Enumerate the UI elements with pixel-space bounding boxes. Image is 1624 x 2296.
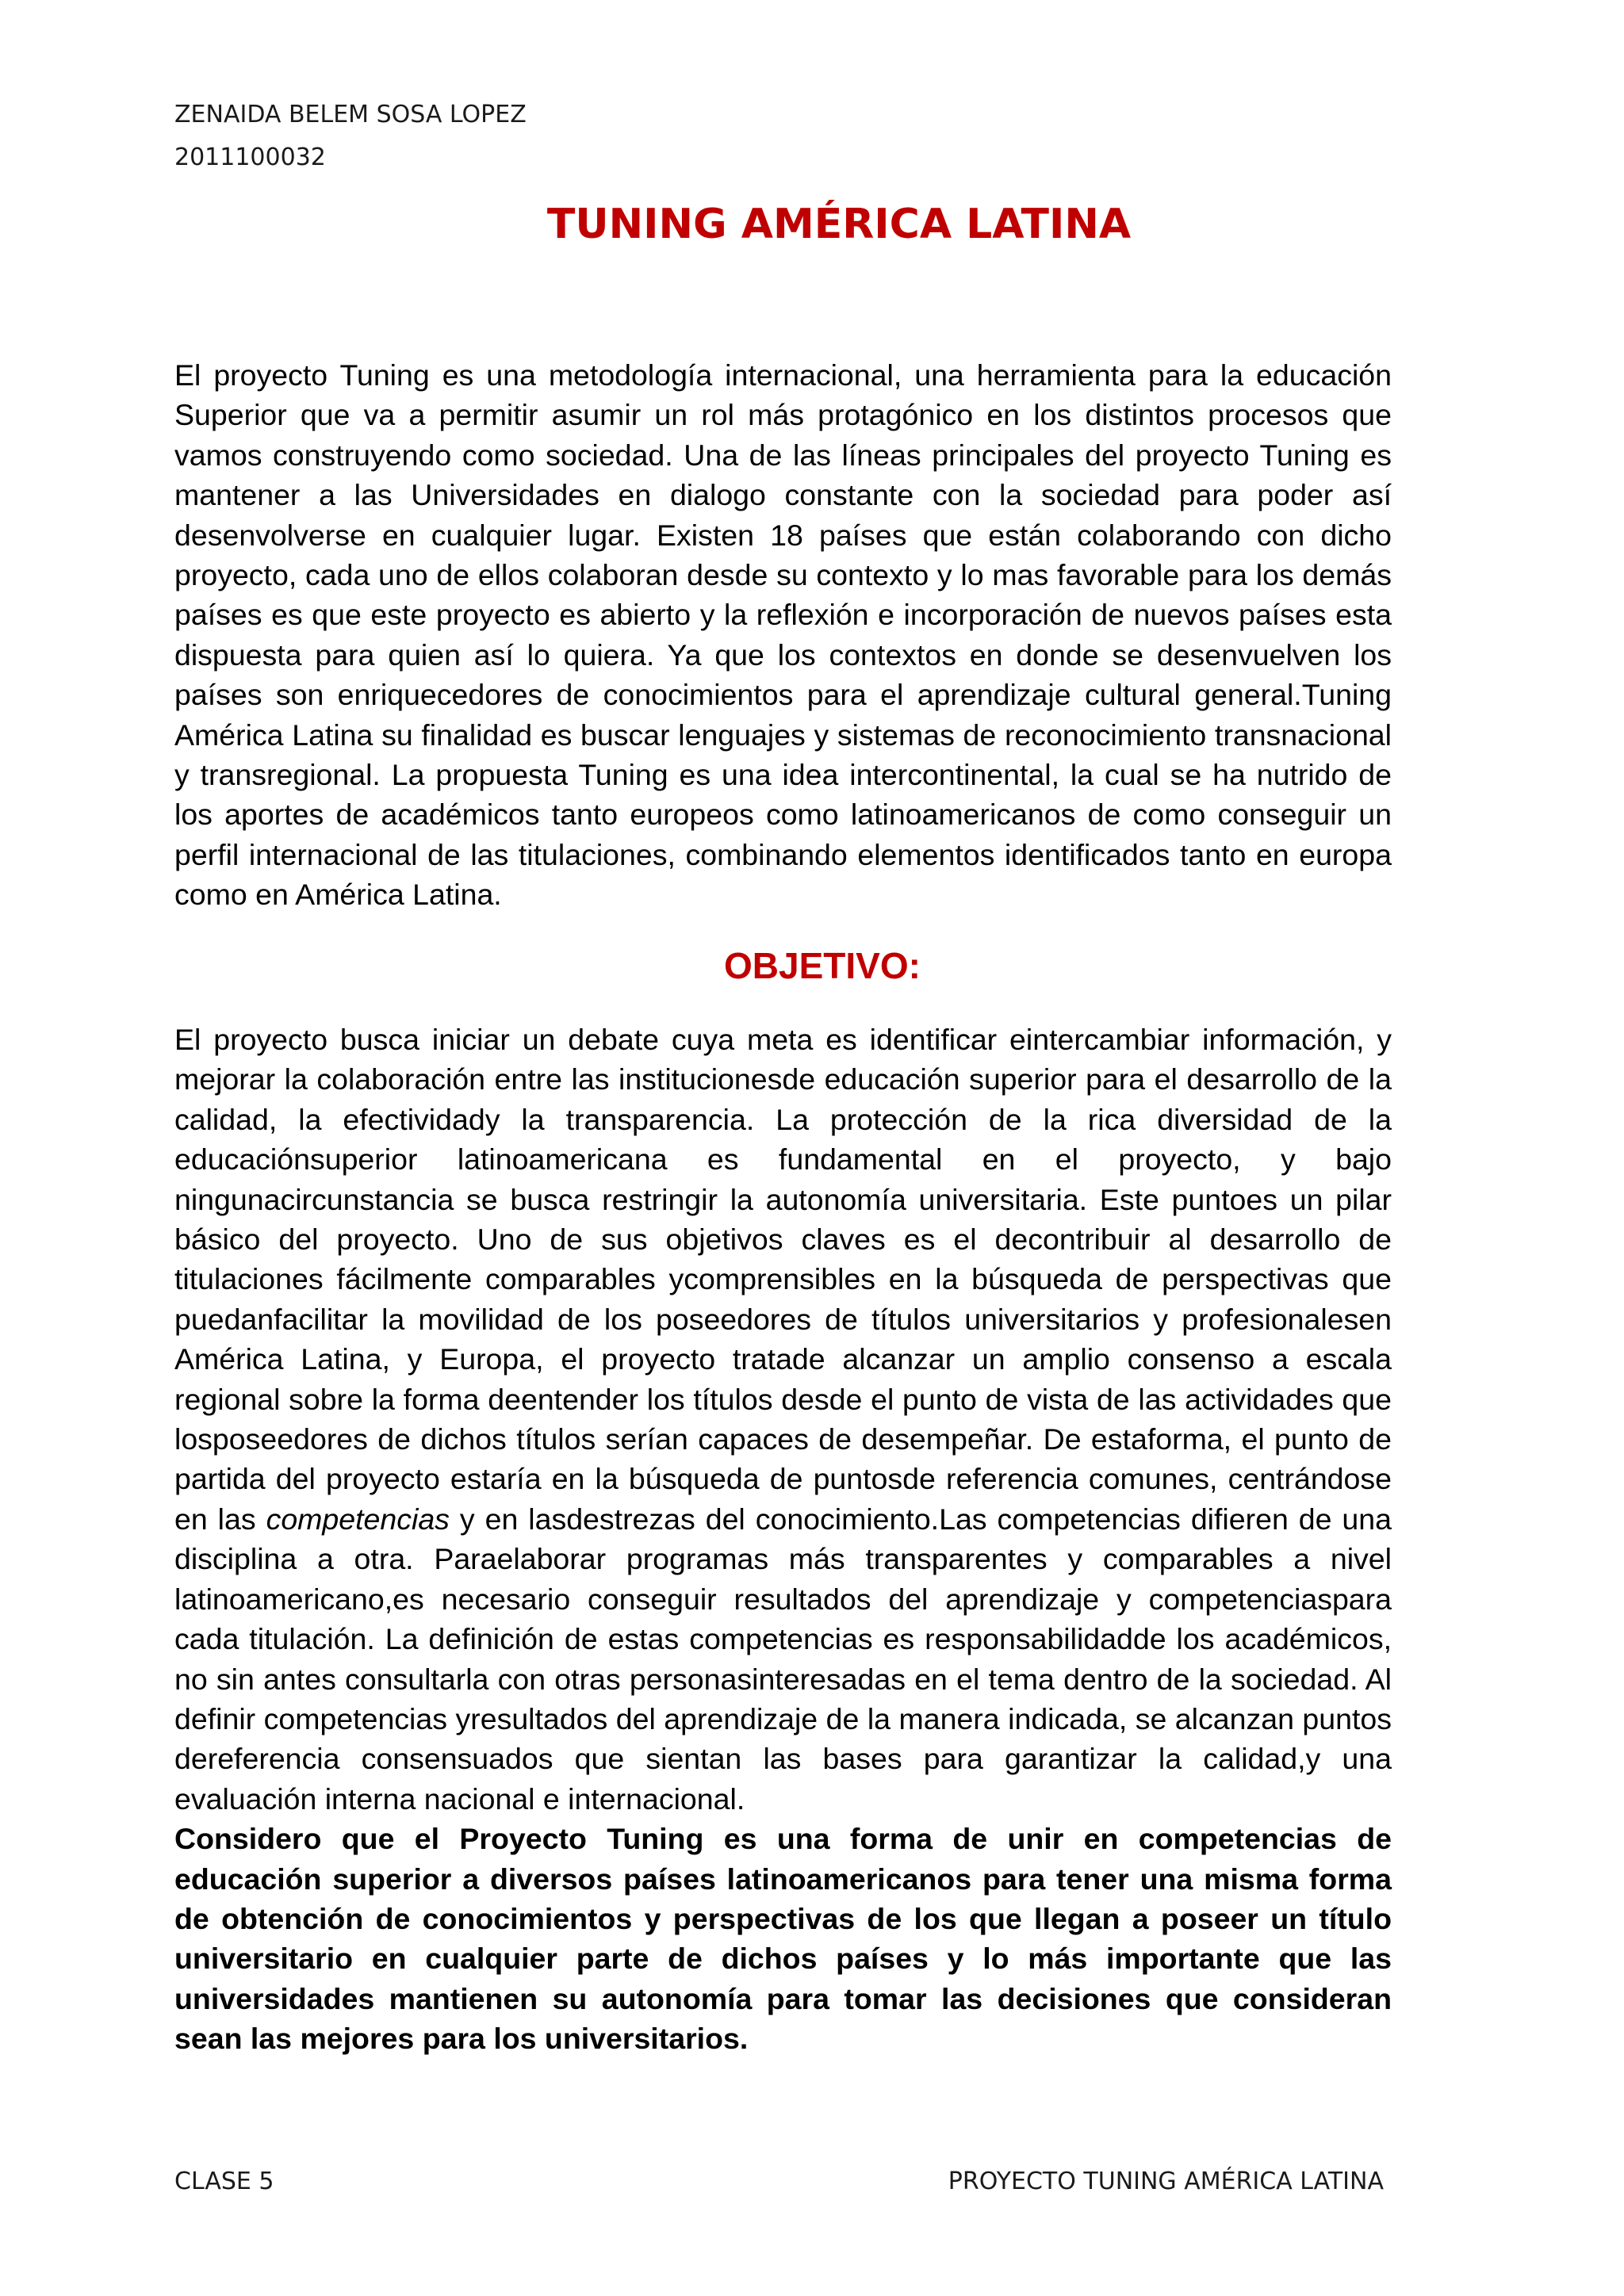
objective-section: [174, 1020, 1392, 2059]
objective-heading-row: [0, 942, 1624, 989]
author-name: ZENAIDA BELEM SOSA LOPEZ: [174, 101, 527, 128]
objective-text-part2: y en lasdestrezas del conocimiento.Las competencias difieren de una disciplina a otra. Paraelaborar programas más transparentes y comparables a nivel latinoamericano,es necesario conseguir resultados del aprendizaje y competenciaspara cada titulación. La definición de estas competencias es responsabilidadde los académicos, no sin antes consultarla con otras personasinteresadas en el tema dentro de la sociedad. Al definir competencias yresultados del aprendizaje de la manera indicada, se alcanzan puntos dereferencia consensuados que sientan las bases para garantizar la calidad,y una evaluación interna nacional e internacional.: [174, 1502, 1392, 1816]
document-title: TUNING AMÉRICA LATINA: [546, 201, 1132, 248]
student-id: 2011100032: [174, 144, 326, 171]
objective-emphasis: competencias: [266, 1502, 450, 1536]
intro-paragraph: El proyecto Tuning es una metodología internacional, una herramienta para la educación Superior que va a permitir asumir un rol más protagónico en los distintos procesos que vamos construyendo como sociedad. Una de las líneas principales del proyecto Tuning es mantener a las Universidades en dialogo constante con la sociedad para poder así desenvolverse en cualquier lugar. Existen 18 países que están colaborando con dicho proyecto, cada uno de ellos colaboran desde su contexto y lo mas favorable para los demás países es que este proyecto es abierto y la reflexión e incorporación de nuevos países esta dispuesta para quien así lo quiera. Ya que los contextos en donde se desenvuelven los países son enriquecedores de conocimientos para el aprendizaje cultural general.Tuning América Latina su finalidad es buscar lenguajes y sistemas de reconocimiento transnacional y transregional. La propuesta Tuning es una idea intercontinental, la cual se ha nutrido de los aportes de académicos tanto europeos como latinoamericanos de como conseguir un perfil internacional de las titulaciones, combinando elementos identificados tanto en europa como en América Latina.: [174, 358, 1392, 912]
intro-paragraph-block: [174, 355, 1392, 915]
footer-right: PROYECTO TUNING AMÉRICA LATINA: [948, 2168, 1384, 2195]
footer-left: CLASE 5: [174, 2168, 274, 2195]
objective-paragraph: [174, 1020, 1392, 1819]
document-title-row: [0, 197, 1624, 252]
page-header: [174, 94, 527, 179]
opinion-paragraph: Considero que el Proyecto Tuning es una forma de unir en competencias de educación superior a diversos países latinoamericanos para tener una misma forma de obtención de conocimientos y perspectivas de los que llegan a poseer un título universitario en cualquier parte de dichos países y lo más importante que las universidades mantienen su autonomía para tomar las decisiones que consideran sean las mejores para los universitarios.: [174, 1822, 1392, 2056]
objective-heading: OBJETIVO:: [724, 945, 921, 986]
objective-text-part1: El proyecto busca iniciar un debate cuya meta es identificar eintercambiar información, y mejorar la colaboración entre las institucionesde educación superior para el desarrollo de la calidad, la efectividady la transparencia. La protección de la rica diversidad de la educaciónsuperior latinoamericana es fundamental en el proyecto, y bajo ningunacircunstancia se busca restringir la autonomía universitaria. Este puntoes un pilar básico del proyecto. Uno de sus objetivos claves es el decontribuir al desarrollo de titulaciones fácilmente comparables ycomprensibles en la búsqueda de perspectivas que puedanfacilitar la movilidad de los poseedores de títulos universitarios y profesionalesen América Latina, y Europa, el proyecto tratade alcanzar un amplio consenso a escala regional sobre la forma deentender los títulos desde el punto de vista de las actividades que losposeedores de dichos títulos serían capaces de desempeñar. De estaforma, el punto de partida del proyecto estaría en la búsqueda de puntosde referencia comunes, centrándose en las: [174, 1023, 1392, 1536]
